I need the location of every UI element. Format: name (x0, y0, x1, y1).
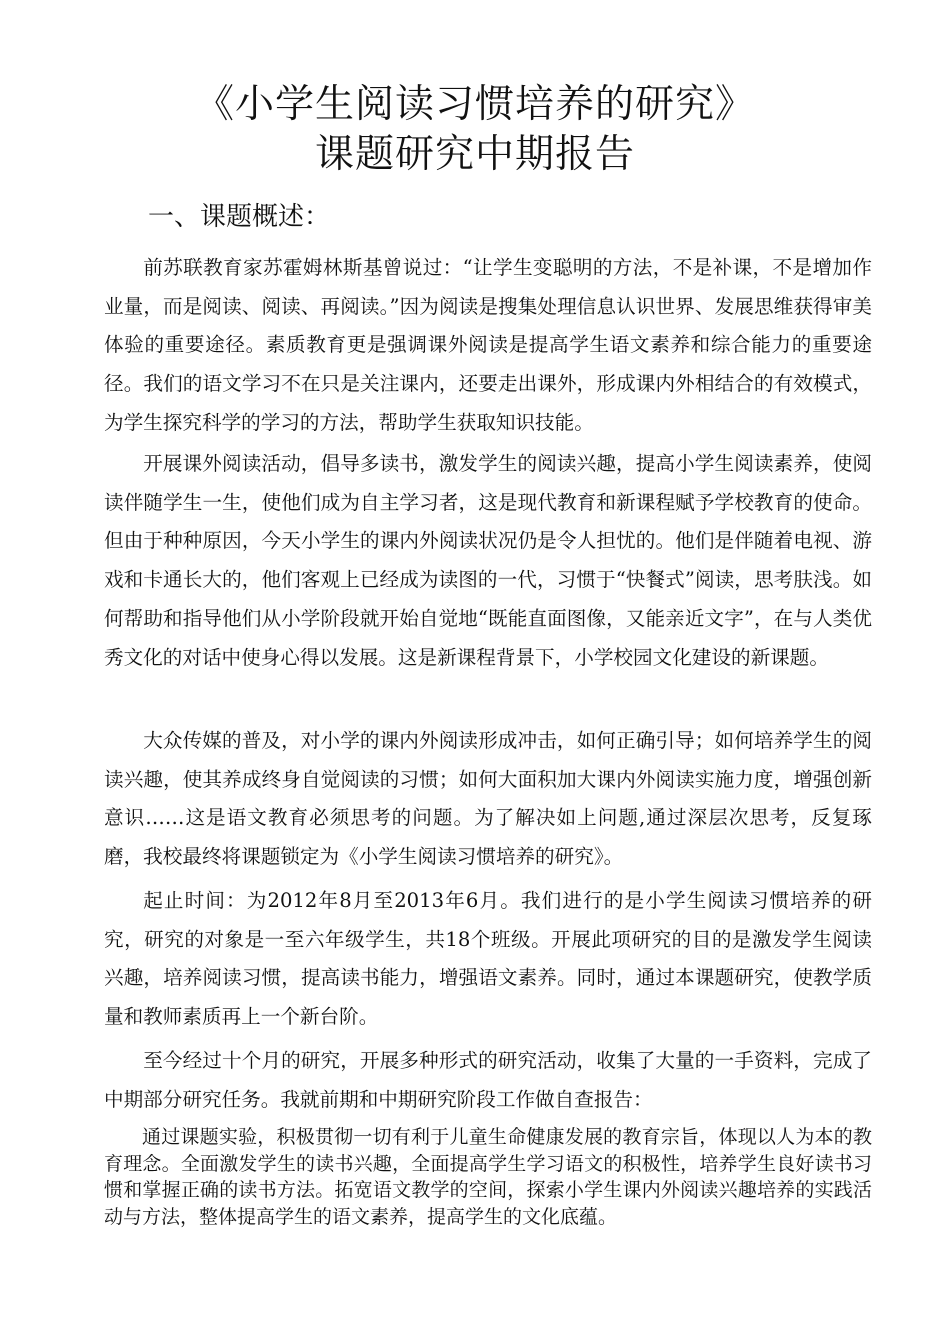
document-title: 《小学生阅读习惯培养的研究》 (194, 82, 755, 127)
paragraph-6: 通过课题实验，积极贯彻一切有利于儿童生命健康发展的教育宗旨，体现以人为本的教育理念。全面激发学生的读书兴趣，全面提高学生学习语文的积极性，培养学生良好读书习惯和掌握正确的读书方法。拓宽语文教学的空间，探索小学生课内外阅读兴趣培养的实践活动与方法，整体提高学生的语文素养，提高学生的文化底蕴。 (104, 1126, 872, 1229)
paragraph-3: 大众传媒的普及，对小学的课内外阅读形成冲击，如何正确引导；如何培养学生的阅读兴趣，使其养成终身自觉阅读的习惯；如何大面积加大课内外阅读实施力度，增强创新意识……这是语文教育必须思考的问题。为了解决如上问题,通过深层次思考，反复琢磨，我校最终将课题锁定为《小学生阅读习惯培养的研究》。 (104, 729, 872, 869)
paragraph-2: 开展课外阅读活动，倡导多读书，激发学生的阅读兴趣，提高小学生阅读素养，使阅读伴随学生一生，使他们成为自主学习者，这是现代教育和新课程赋予学校教育的使命。但由于种种原因，今天小学生的课内外阅读状况仍是令人担忧的。他们是伴随着电视、游戏和卡通长大的，他们客观上已经成为读图的一代，习惯于“快餐式”阅读，思考肤浅。如何帮助和指导他们从小学阶段就开始自觉地“既能直面图像，又能亲近文字”，在与人类优秀文化的对话中使身心得以发展。这是新课程背景下，小学校园文化建设的新课题。 (104, 452, 872, 669)
document-subtitle: 课题研究中期报告 (314, 132, 635, 177)
paragraph-4: 起止时间：为2012年8月至2013年6月。我们进行的是小学生阅读习惯培养的研究，研究的对象是一至六年级学生，共18个班级。开展此项研究的目的是激发学生阅读兴趣，培养阅读习惯，提高读书能力，增强语文素养。同时，通过本课题研究，使教学质量和教师素质再上一个新台阶。 (104, 889, 872, 1029)
paragraph-1: 前苏联教育家苏霍姆林斯基曾说过：“让学生变聪明的方法，不是补课，不是增加作业量，而是阅读、阅读、再阅读。”因为阅读是搜集处理信息认识世界、发展思维获得审美体验的重要途径。素质教育更是强调课外阅读是提高学生语文素养和综合能力的重要途径。我们的语文学习不在只是关注课内，还要走出课外，形成课内外相结合的有效模式，为学生探究科学的学习的方法，帮助学生获取知识技能。 (104, 256, 872, 434)
section-heading: 一、课题概述： (148, 202, 331, 232)
paragraph-5: 至今经过十个月的研究，开展多种形式的研究活动，收集了大量的一手资料，完成了中期部分研究任务。我就前期和中期研究阶段工作做自查报告： (104, 1049, 872, 1111)
